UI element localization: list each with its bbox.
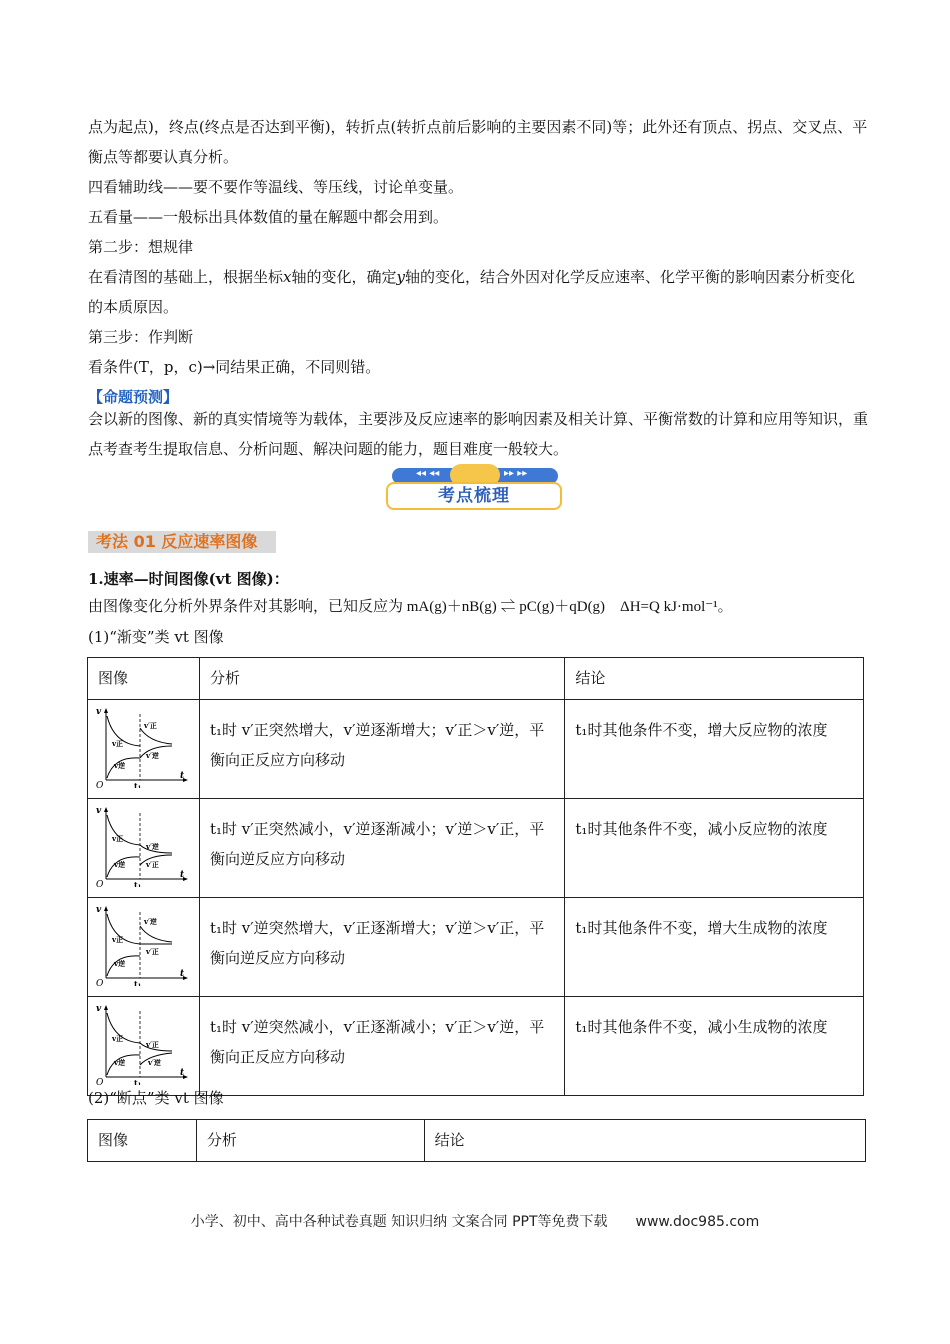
vp-rev-label: v′逆 (144, 917, 157, 926)
paragraph-rule: 在看清图的基础上，根据坐标x轴的变化，确定y轴的变化，结合外因对化学反应速率、化学平衡的影响因素分析变化的本质原因。 (88, 268, 855, 316)
v-rev-label: v逆 (114, 761, 126, 770)
axis-v-label: v (96, 1004, 102, 1014)
analysis-cell: t₁时 v′逆突然增大，v′正逐渐增大；v′逆＞v′正，平衡向逆反应方向移动 (199, 898, 564, 997)
header-graph: 图像 (88, 658, 200, 700)
vt-graph-1 (94, 704, 190, 788)
v-fwd-label: v正 (112, 834, 124, 843)
reaction-intro: 由图像变化分析外界条件对其影响，已知反应为 mA(g)＋nB(g) ⇌ pC(g)＋qD(g) ΔH=Q kJ·mol⁻¹。 (88, 599, 733, 615)
v-fwd-label: v正 (112, 739, 124, 748)
gradual-vt-table (87, 657, 864, 1096)
axis-v-label: v (96, 707, 102, 717)
v-rev-label: v逆 (114, 959, 126, 968)
header-analysis: 分析 (199, 658, 564, 700)
vt-graph-4 (94, 1001, 190, 1085)
header-analysis: 分析 (196, 1120, 424, 1162)
vp-fwd-label: v′正 (146, 860, 159, 869)
vt-graph-3 (94, 902, 190, 986)
header-conclusion: 结论 (565, 658, 864, 700)
paragraph-prediction: 会以新的图像、新的真实情境等为载体，主要涉及反应速率的影响因素及相关计算、平衡常数的计算和应用等知识，重点考查考生提取信息、分析问题、解决问题的能力，题目难度一般较大。 (88, 410, 869, 458)
analysis-cell: t₁时 v′逆突然减小，v′正逐渐减小；v′正＞v′逆，平衡向正反应方向移动 (199, 997, 564, 1096)
header-conclusion: 结论 (424, 1120, 865, 1162)
paragraph-judgement: 看条件(T，p，c)→同结果正确，不同则错。 (88, 358, 381, 376)
v-fwd-label: v正 (112, 935, 124, 944)
conclusion-cell: t₁时其他条件不变，减小生成物的浓度 (565, 997, 864, 1096)
table-row (88, 997, 864, 1096)
banner-title: 考点梳理 (438, 486, 510, 506)
vp-fwd-label: v′正 (146, 1040, 159, 1049)
graph-cell (88, 700, 200, 799)
step-three-heading: 第三步：作判断 (88, 328, 194, 346)
analysis-cell: t₁时 v′正突然增大，v′逆逐渐增大；v′正＞v′逆，平衡向正反应方向移动 (199, 700, 564, 799)
vp-rev-label: v′逆 (146, 751, 159, 760)
t1-label: t₁ (134, 781, 142, 788)
table-row (88, 898, 864, 997)
v-rev-label: v逆 (114, 860, 126, 869)
vp-fwd-label: v′正 (146, 947, 159, 956)
vp-fwd-label: v′正 (144, 721, 157, 730)
prediction-heading: 【命题预测】 (88, 388, 179, 406)
axis-v-label: v (96, 806, 102, 816)
analysis-cell: t₁时 v′正突然减小，v′逆逐渐减小；v′逆＞v′正，平衡向逆反应方向移动 (199, 799, 564, 898)
page-footer: 小学、初中、高中各种试卷真题 知识归纳 文案合同 PPT等免费下载 www.doc985.com (190, 1214, 760, 1230)
table-header-row (88, 658, 864, 700)
banner-arrows-left: ◂◂ ◂◂ (416, 468, 440, 479)
subsection-breakpoint: (2)“断点”类 vt 图像 (88, 1089, 224, 1107)
origin-label: O (96, 979, 104, 986)
banner-title-box (386, 482, 562, 510)
origin-label: O (96, 781, 104, 788)
section-title: 1.速率—时间图像(vt 图像)： (88, 570, 289, 588)
v-fwd-label: v正 (112, 1034, 124, 1043)
table-header-row (88, 1120, 866, 1162)
origin-label: O (96, 880, 104, 887)
axis-t-label: t (180, 771, 185, 781)
conclusion-cell: t₁时其他条件不变，增大生成物的浓度 (565, 898, 864, 997)
section-banner (386, 462, 564, 512)
graph-cell (88, 898, 200, 997)
breakpoint-vt-table (87, 1119, 866, 1162)
paragraph-quantity: 五看量——一般标出具体数值的量在解题中都会用到。 (88, 208, 449, 226)
origin-label: O (96, 1078, 104, 1085)
step-two-heading: 第二步：想规律 (88, 238, 194, 256)
t1-label: t₁ (134, 979, 142, 986)
paragraph-key-points: 点为起点)，终点(终点是否达到平衡)，转折点(转折点前后影响的主要因素不同)等；此外还有顶点、拐点、交叉点、平衡点等都要认真分析。 (88, 118, 868, 166)
method-title: 考法 01 反应速率图像 (96, 532, 258, 551)
t1-label: t₁ (134, 1078, 142, 1085)
table-row (88, 799, 864, 898)
axis-t-label: t (180, 1068, 185, 1078)
axis-v-label: v (96, 905, 102, 915)
axis-t-label: t (180, 969, 185, 979)
vt-graph-2 (94, 803, 190, 887)
header-graph: 图像 (88, 1120, 197, 1162)
banner-arrows-right: ▸▸ ▸▸ (504, 468, 528, 479)
conclusion-cell: t₁时其他条件不变，增大反应物的浓度 (565, 700, 864, 799)
table-row (88, 700, 864, 799)
subsection-gradual: (1)“渐变”类 vt 图像 (88, 628, 224, 646)
axis-t-label: t (180, 870, 185, 880)
conclusion-cell: t₁时其他条件不变，减小反应物的浓度 (565, 799, 864, 898)
graph-cell (88, 997, 200, 1096)
vp-rev-label: v′逆 (146, 842, 159, 851)
graph-cell (88, 799, 200, 898)
v-rev-label: v逆 (114, 1058, 126, 1067)
vp-rev-label: v′逆 (148, 1058, 161, 1067)
t1-label: t₁ (134, 880, 142, 887)
paragraph-auxiliary-line: 四看辅助线——要不要作等温线、等压线，讨论单变量。 (88, 178, 464, 196)
